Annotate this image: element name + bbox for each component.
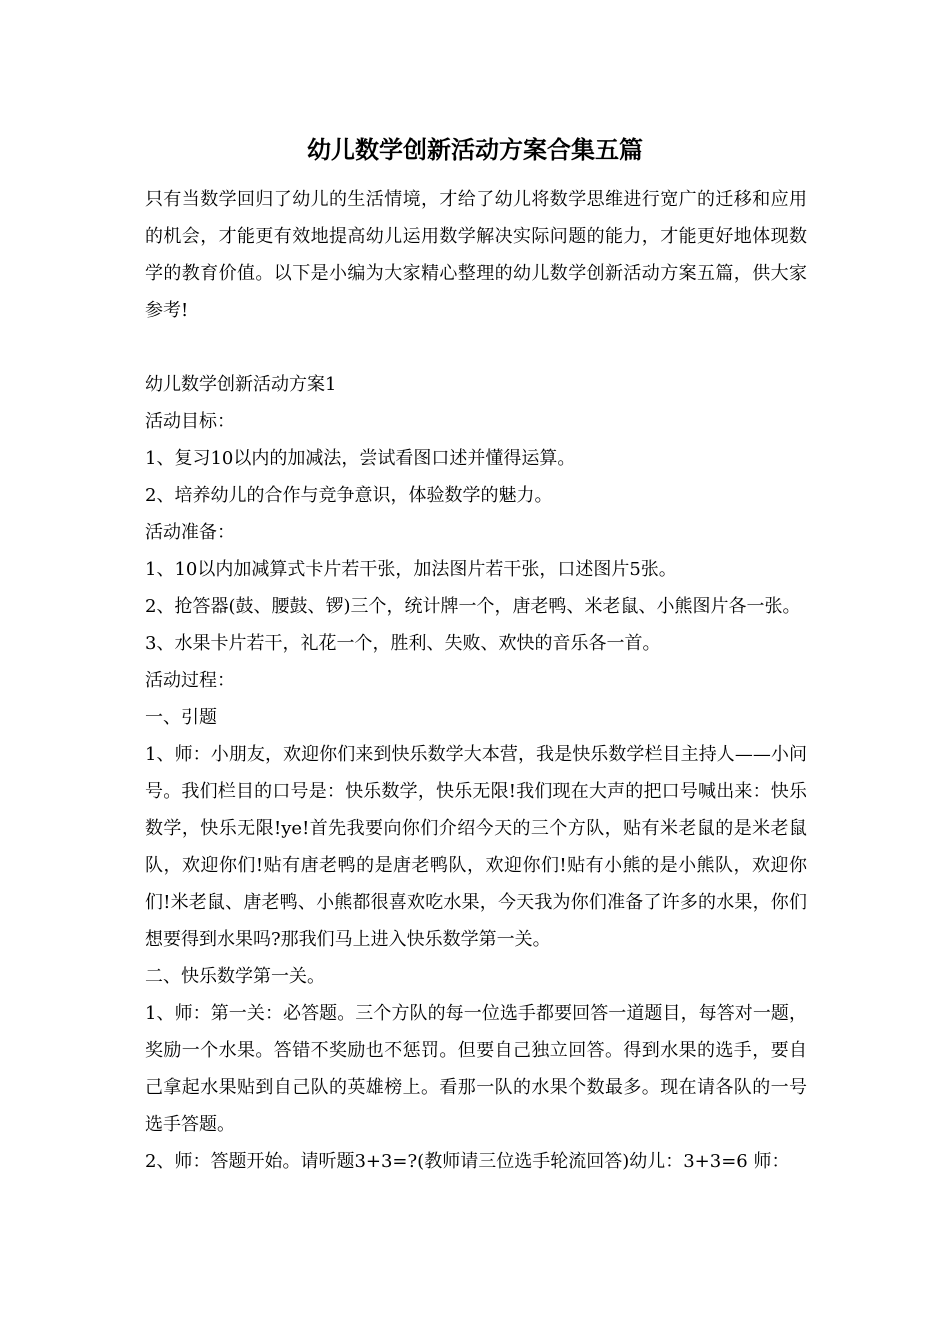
process-paragraph-3: 2、师：答题开始。请听题3+3=?(教师请三位选手轮流回答)幼儿：3+3=6 师： <box>145 1151 790 1172</box>
document-body <box>145 181 807 1180</box>
section-heading-plan-1: 幼儿数学创新活动方案1 <box>145 374 337 395</box>
intro-paragraph: 只有当数学回归了幼儿的生活情境，才给了幼儿将数学思维进行宽广的迁移和应用的机会，才能更有效地提高幼儿运用数学解决实际问题的能力，才能更好地体现数学的教育价值。以下是小编为大家精心整理的幼儿数学创新活动方案五篇，供大家参考! <box>145 189 807 321</box>
heading-activity-process: 活动过程： <box>145 670 235 691</box>
blank-line <box>145 329 807 366</box>
heading-activity-goals: 活动目标： <box>145 411 235 432</box>
goal-item-2: 2、培养幼儿的合作与竞争意识，体验数学的魅力。 <box>145 485 553 506</box>
process-step-intro: 一、引题 <box>145 707 217 728</box>
heading-activity-preparation: 活动准备： <box>145 522 235 543</box>
preparation-item-2: 2、抢答器(鼓、腰鼓、锣)三个，统计牌一个，唐老鸭、米老鼠、小熊图片各一张。 <box>145 596 801 617</box>
preparation-item-3: 3、水果卡片若干，礼花一个，胜利、失败、欢快的音乐各一首。 <box>145 633 661 654</box>
goal-item-1: 1、复习10以内的加减法，尝试看图口述并懂得运算。 <box>145 448 576 469</box>
process-paragraph-2: 1、师：第一关：必答题。三个方队的每一位选手都要回答一道题目，每答对一题，奖励一个水果。答错不奖励也不惩罚。但要自己独立回答。得到水果的选手，要自己拿起水果贴到自己队的英雄榜上。看那一队的水果个数最多。现在请各队的一号选手答题。 <box>145 1003 807 1135</box>
preparation-item-1: 1、10以内加减算式卡片若干张，加法图片若干张，口述图片5张。 <box>145 559 677 580</box>
process-paragraph-1: 1、师：小朋友，欢迎你们来到快乐数学大本营，我是快乐数学栏目主持人——小问号。我们栏目的口号是：快乐数学，快乐无限!我们现在大声的把口号喊出来：快乐数学，快乐无限!ye!首先我要向你们介绍今天的三个方队，贴有米老鼠的是米老鼠队，欢迎你们!贴有唐老鸭的是唐老鸭队，欢迎你们!贴有小熊的是小熊队，欢迎你们!米老鼠、唐老鸭、小熊都很喜欢吃水果，今天我为你们准备了许多的水果，你们想要得到水果吗?那我们马上进入快乐数学第一关。 <box>145 744 807 950</box>
process-step-level-one: 二、快乐数学第一关。 <box>145 966 325 987</box>
document-title: 幼儿数学创新活动方案合集五篇 <box>307 135 643 164</box>
